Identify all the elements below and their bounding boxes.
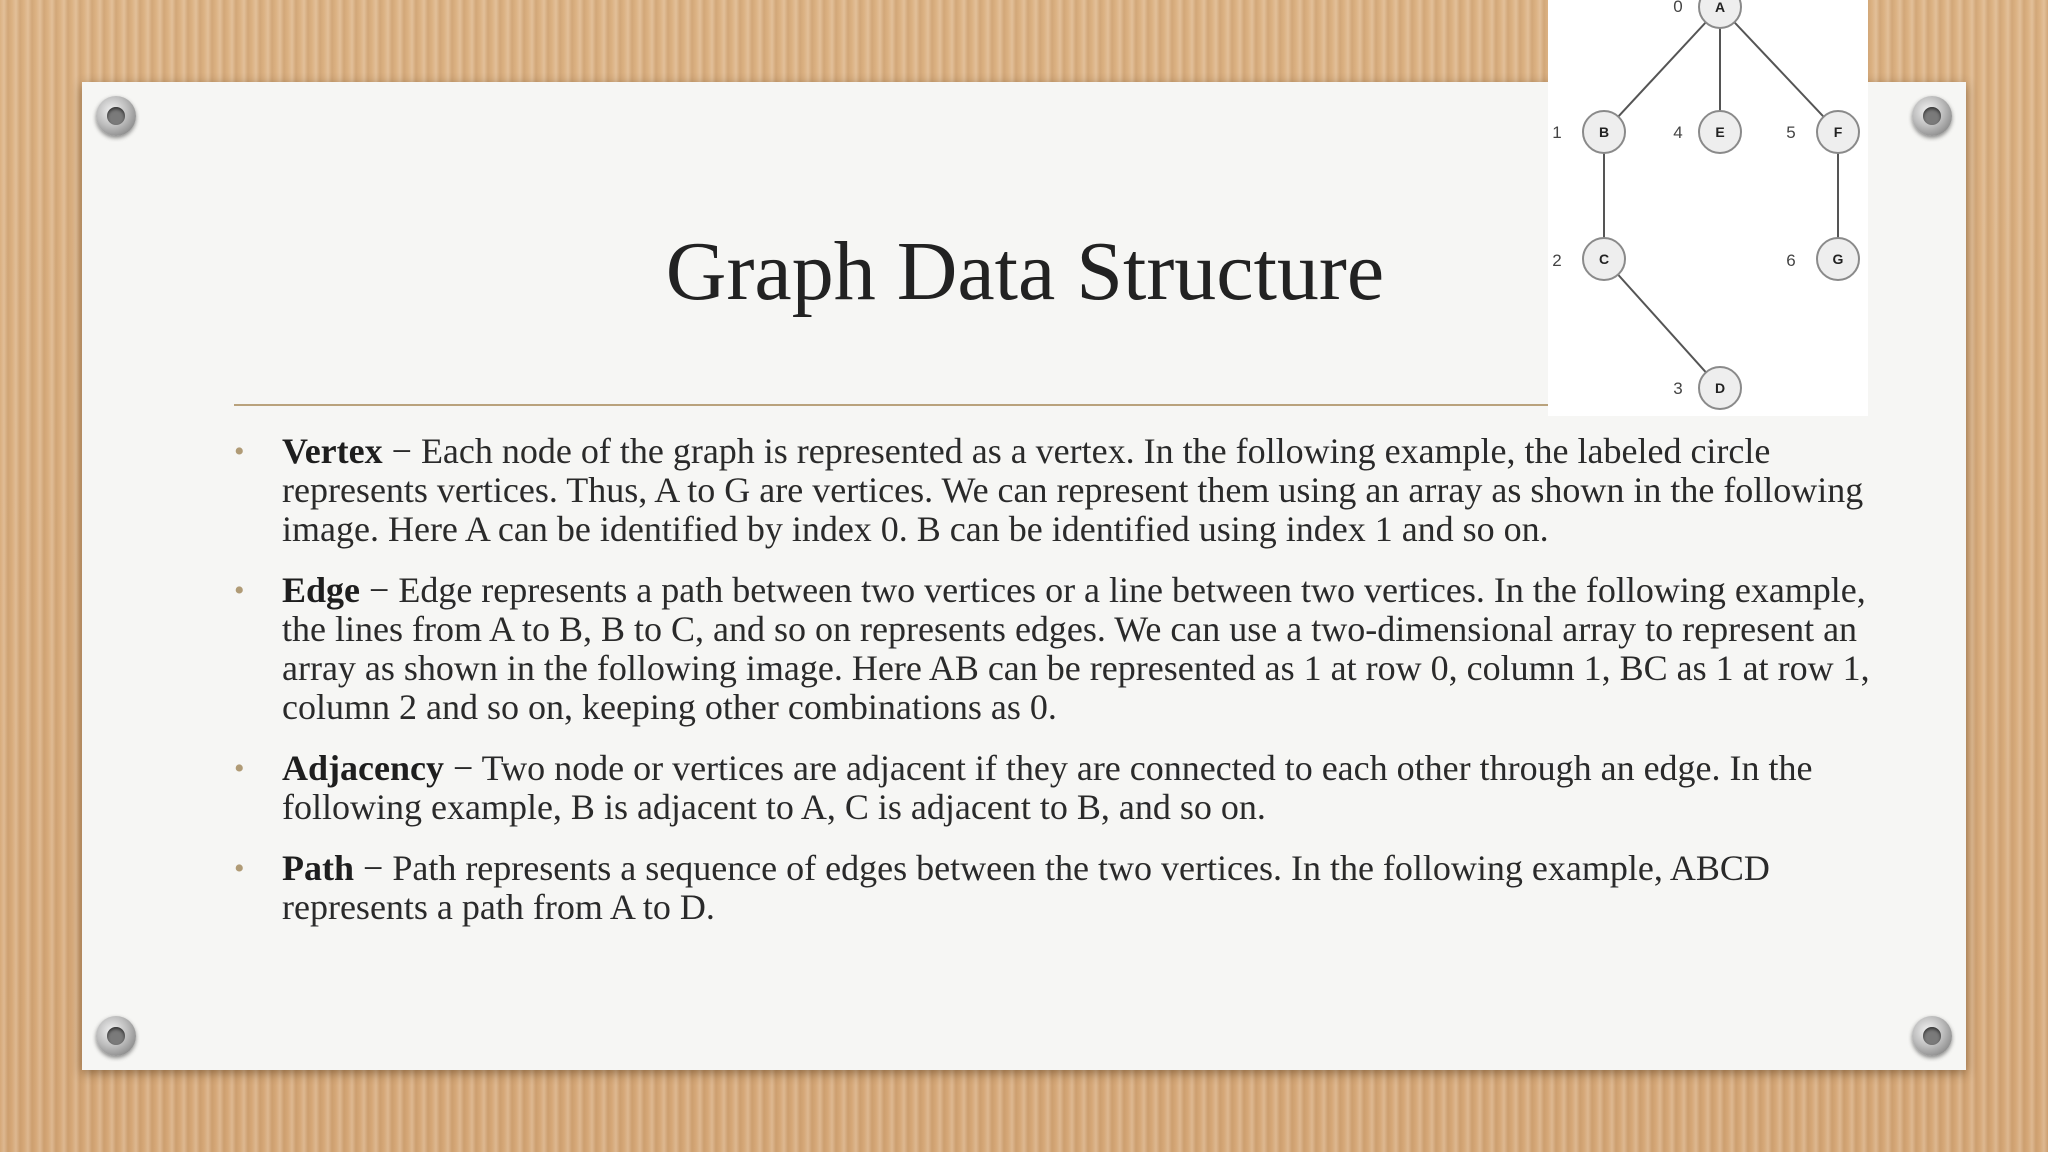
node-label: A: [1714, 0, 1726, 15]
node-label: E: [1715, 124, 1725, 140]
bullet-marker: •: [234, 752, 245, 785]
separator: −: [382, 431, 421, 471]
definition: Each node of the graph is represented as a vertex. In the following example, the labeled circle represents vertices. Thus, A to G are vertices. We can represent them using an array as shown in the following image. Here A can be identified by index 0. B can be identified using index 1 and so on.: [282, 431, 1864, 549]
node-index: 0: [1673, 0, 1683, 16]
graph-svg: [1548, 0, 1868, 416]
bullet-marker: •: [234, 435, 245, 468]
edge-a-f: [1720, 7, 1838, 132]
title-divider: [234, 404, 1764, 406]
bullet-vertex: [232, 432, 1892, 549]
graph-diagram: [1548, 0, 1868, 416]
node-label: B: [1598, 124, 1610, 140]
separator: −: [354, 848, 393, 888]
definition: Edge represents a path between two vertices or a line between two vertices. In the following example, the lines from A to B, B to C, and so on represents edges. We can use a two-dimensional array to represent an array as shown in the following image. Here AB can be represented as 1 at row 0, column 1, BC as 1 at row 1, column 2 and so on, keeping other combinations as 0.: [282, 570, 1870, 727]
node-e: [1673, 111, 1741, 153]
bullet-list: [232, 432, 1892, 949]
node-index: 4: [1673, 123, 1683, 142]
separator: −: [360, 570, 399, 610]
definition: Two node or vertices are adjacent if they are connected to each other through an edge. In the following example, B is adjacent to A, C is adjacent to B, and so on.: [282, 748, 1813, 827]
screw-top-left: [96, 96, 136, 136]
edge-c-d: [1604, 259, 1720, 388]
screw-bottom-right: [1912, 1016, 1952, 1056]
node-label: D: [1714, 380, 1726, 396]
separator: −: [443, 748, 482, 788]
node-a: [1673, 0, 1741, 28]
node-g: [1786, 238, 1859, 280]
bullet-marker: •: [234, 852, 245, 885]
term: Path: [282, 848, 354, 888]
node-b: [1552, 111, 1625, 153]
node-d: [1673, 367, 1741, 409]
bullet-adjacency: [232, 749, 1892, 827]
node-index: 1: [1552, 123, 1562, 142]
node-f: [1786, 111, 1859, 153]
node-index: 3: [1673, 379, 1683, 398]
definition: Path represents a sequence of edges between the two vertices. In the following example, ABCD represents a path from A to D.: [282, 848, 1770, 927]
term: Edge: [282, 570, 361, 610]
node-label: G: [1832, 251, 1844, 267]
node-c: [1552, 238, 1625, 280]
node-label: C: [1598, 251, 1610, 267]
screw-bottom-left: [96, 1016, 136, 1056]
node-index: 5: [1786, 123, 1796, 142]
bullet-marker: •: [234, 574, 245, 607]
edge-a-b: [1604, 7, 1720, 132]
term: Adjacency: [282, 748, 444, 788]
node-index: 6: [1786, 251, 1796, 270]
term: Vertex: [282, 431, 383, 471]
node-index: 2: [1552, 251, 1562, 270]
slide-title: Graph Data Structure: [665, 225, 1385, 318]
screw-top-right: [1912, 96, 1952, 136]
bullet-edge: [232, 571, 1892, 727]
bullet-path: [232, 849, 1892, 927]
node-label: F: [1833, 124, 1843, 140]
